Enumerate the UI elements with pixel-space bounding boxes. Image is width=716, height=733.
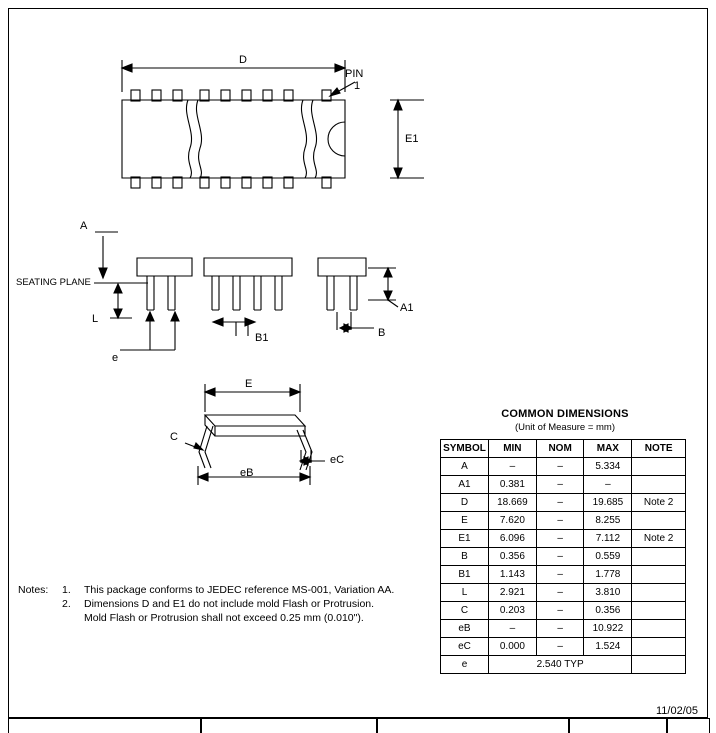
cell-min: 18.669 <box>488 494 536 512</box>
cell-max: – <box>584 476 632 494</box>
label-e: E <box>245 378 253 390</box>
title-block-cell-mid <box>200 718 378 733</box>
title-block-cell-mid2 <box>376 718 570 733</box>
table-row-e <box>441 656 686 674</box>
cell-symbol: A <box>441 458 489 476</box>
table-row <box>441 476 686 494</box>
common-dimensions-table <box>440 408 690 674</box>
cell-min: 0.381 <box>488 476 536 494</box>
cell-min: – <box>488 458 536 476</box>
page-border-right <box>707 8 708 718</box>
title-block-cell-left <box>8 718 202 733</box>
note-row <box>18 597 438 611</box>
cell-max: 1.524 <box>584 638 632 656</box>
notes-label-spacer <box>18 597 62 611</box>
cell-min: 6.096 <box>488 530 536 548</box>
note-text: This package conforms to JEDEC reference MS-001, Variation AA. <box>84 584 395 596</box>
cell-nom: – <box>536 530 584 548</box>
note-row <box>18 583 438 597</box>
cell-max: 0.356 <box>584 602 632 620</box>
table-row <box>441 620 686 638</box>
page-border-top <box>8 8 708 9</box>
cell-nom: – <box>536 458 584 476</box>
label-e-pitch: e <box>112 352 119 364</box>
table-row <box>441 602 686 620</box>
dimension-table <box>440 439 686 674</box>
cell-symbol: E1 <box>441 530 489 548</box>
label-a1: A1 <box>400 302 414 314</box>
dimension-table-title: COMMON DIMENSIONS <box>501 408 629 420</box>
table-row <box>441 566 686 584</box>
cell-nom: – <box>536 494 584 512</box>
cell-min: 0.203 <box>488 602 536 620</box>
table-row <box>441 530 686 548</box>
cell-max: 10.922 <box>584 620 632 638</box>
label-a: A <box>80 220 88 232</box>
title-block-cell-rev <box>666 718 710 733</box>
cell-nom: – <box>536 638 584 656</box>
cell-nom: – <box>536 512 584 530</box>
notes-label: Notes: <box>18 584 49 596</box>
note-text: Dimensions D and E1 do not include mold Flash or Protrusion. <box>84 598 375 610</box>
page-border-left <box>8 8 9 718</box>
cell-symbol: D <box>441 494 489 512</box>
notes-block <box>18 583 438 625</box>
label-ec: eC <box>330 454 345 466</box>
cell-nom: – <box>536 548 584 566</box>
label-e1: E1 <box>405 133 419 145</box>
cell-note <box>632 656 686 674</box>
cell-max: 8.255 <box>584 512 632 530</box>
cell-max: 5.334 <box>584 458 632 476</box>
cell-symbol: eC <box>441 638 489 656</box>
table-header-row <box>441 440 686 458</box>
table-row <box>441 638 686 656</box>
cell-span-value: 2.540 TYP <box>488 656 631 674</box>
cell-min: 7.620 <box>488 512 536 530</box>
cell-note: Note 2 <box>632 494 686 512</box>
cell-note <box>632 458 686 476</box>
cell-symbol: eB <box>441 620 489 638</box>
label-l: L <box>92 313 99 325</box>
cell-note <box>632 566 686 584</box>
label-b: B <box>378 327 386 339</box>
cell-note <box>632 476 686 494</box>
cell-min: 0.000 <box>488 638 536 656</box>
cell-note: Note 2 <box>632 530 686 548</box>
cell-symbol: B1 <box>441 566 489 584</box>
cell-note <box>632 584 686 602</box>
table-row <box>441 458 686 476</box>
label-pin-1-number: 1 <box>354 80 361 92</box>
cell-min: 2.921 <box>488 584 536 602</box>
label-pin-1: PIN <box>345 68 364 80</box>
cell-min: 0.356 <box>488 548 536 566</box>
cell-nom: – <box>536 620 584 638</box>
dimension-table-subtitle: (Unit of Measure = mm) <box>514 422 616 433</box>
cell-nom: – <box>536 476 584 494</box>
cell-symbol: L <box>441 584 489 602</box>
cell-symbol: A1 <box>441 476 489 494</box>
cell-symbol: C <box>441 602 489 620</box>
cell-note <box>632 548 686 566</box>
note-number: 2. <box>62 598 71 610</box>
col-header-symbol: SYMBOL <box>441 440 489 458</box>
cell-max: 3.810 <box>584 584 632 602</box>
cell-symbol: B <box>441 548 489 566</box>
cell-symbol: e <box>441 656 489 674</box>
cell-max: 1.778 <box>584 566 632 584</box>
cell-note <box>632 620 686 638</box>
cell-nom: – <box>536 566 584 584</box>
col-header-note: NOTE <box>632 440 686 458</box>
col-header-max: MAX <box>584 440 632 458</box>
cell-note <box>632 512 686 530</box>
col-header-min: MIN <box>488 440 536 458</box>
table-row <box>441 512 686 530</box>
cell-nom: – <box>536 602 584 620</box>
title-block-cell-right <box>568 718 668 733</box>
date-stamp: 11/02/05 <box>655 705 698 717</box>
table-row <box>441 584 686 602</box>
note-subtext: Mold Flash or Protrusion shall not exceed 0.25 mm (0.010"). <box>84 612 364 624</box>
cell-max: 19.685 <box>584 494 632 512</box>
cell-min: – <box>488 620 536 638</box>
table-row <box>441 548 686 566</box>
label-b1: B1 <box>255 332 269 344</box>
cell-nom: – <box>536 584 584 602</box>
label-c: C <box>170 431 178 443</box>
table-row <box>441 494 686 512</box>
label-d: D <box>239 54 247 66</box>
label-seating-plane: SEATING PLANE <box>16 277 91 288</box>
note-number: 1. <box>62 584 71 596</box>
cell-note <box>632 602 686 620</box>
cell-note <box>632 638 686 656</box>
col-header-nom: NOM <box>536 440 584 458</box>
cell-max: 7.112 <box>584 530 632 548</box>
cell-max: 0.559 <box>584 548 632 566</box>
label-eb: eB <box>240 467 254 479</box>
cell-min: 1.143 <box>488 566 536 584</box>
cell-symbol: E <box>441 512 489 530</box>
